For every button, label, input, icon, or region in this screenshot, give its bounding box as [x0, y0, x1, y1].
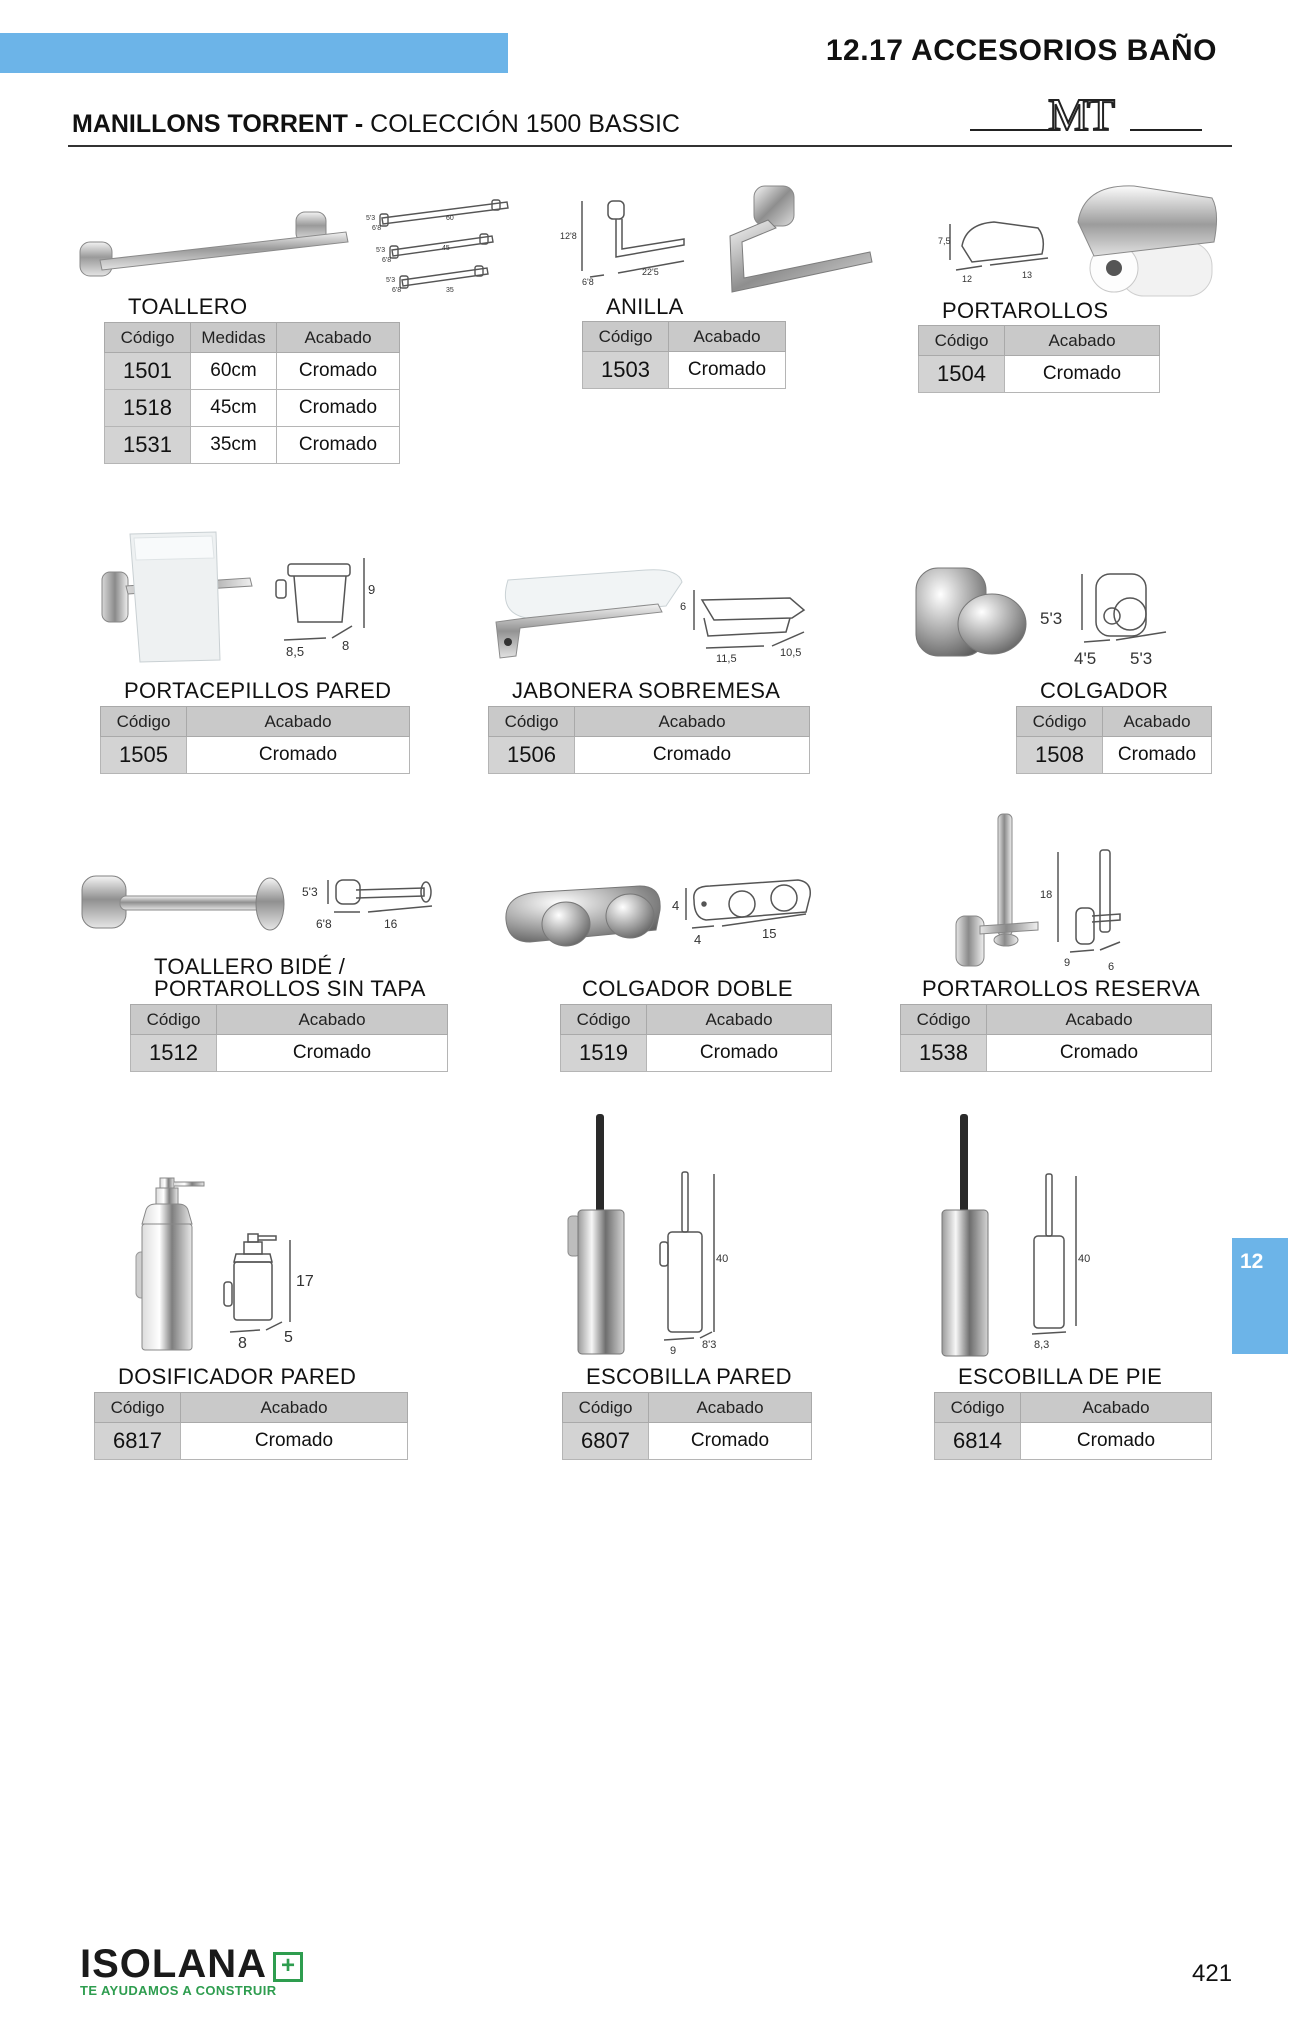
table-header: Acabado: [647, 1005, 832, 1035]
table-header: Acabado: [187, 707, 410, 737]
product-name: PORTACEPILLOS PARED: [124, 678, 392, 703]
table-row: [1017, 737, 1212, 774]
dim-label: 7,5: [938, 236, 951, 246]
product-finish: Cromado: [217, 1035, 448, 1072]
dim-label: 5'3: [366, 215, 376, 222]
table-row: [901, 1035, 1212, 1072]
table-header: Acabado: [987, 1005, 1212, 1035]
colgador-dimension-drawing: [1040, 568, 1170, 668]
table-row: [101, 737, 410, 774]
product-code: 1519: [561, 1035, 647, 1072]
product-finish: Cromado: [987, 1035, 1212, 1072]
dim-label: 8: [238, 1335, 247, 1352]
dim-label: 6'8: [582, 277, 594, 287]
colgador-doble-dimension-drawing: [666, 874, 816, 954]
product-name: PORTAROLLOS RESERVA: [922, 976, 1200, 1001]
dim-label: 40: [1078, 1253, 1091, 1265]
table-header: Acabado: [1103, 707, 1212, 737]
dim-label: 5'3: [376, 247, 386, 254]
dim-label: 8,3: [1034, 1339, 1050, 1351]
table-header: Acabado: [669, 322, 786, 352]
portacepillos-dimension-drawing: [272, 554, 382, 662]
chapter-tab[interactable]: [1232, 1238, 1288, 1354]
product-finish: Cromado: [575, 737, 810, 774]
anilla-photo: [716, 180, 876, 310]
dosificador-photo: [132, 1174, 212, 1354]
dim-label: 9: [368, 582, 376, 597]
product-finish: Cromado: [277, 427, 400, 464]
product-finish: Cromado: [1021, 1423, 1212, 1460]
dim-label: 8: [342, 638, 350, 653]
product-name: ESCOBILLA PARED: [586, 1364, 792, 1389]
product-finish: Cromado: [277, 353, 400, 390]
table-row: [131, 1035, 448, 1072]
dim-label: 6'8: [316, 917, 332, 931]
dosificador-dimension-drawing: [220, 1230, 320, 1350]
dim-label: 17: [296, 1273, 314, 1290]
dim-label: 6'8: [392, 287, 402, 294]
portarollos-reserva-dimension-drawing: [1036, 846, 1136, 974]
dim-label: 4'5: [1074, 649, 1097, 668]
table-header: Acabado: [575, 707, 810, 737]
dim-label: 60: [446, 215, 454, 222]
dim-label: 5: [284, 1329, 293, 1346]
table-row: [919, 356, 1160, 393]
portarollos-dimension-drawing: [938, 210, 1058, 288]
product-code: 6817: [95, 1423, 181, 1460]
product-name: COLGADOR DOBLE: [582, 976, 793, 1001]
logo-wordmark: ISOLANA: [80, 1942, 267, 1986]
table-row: [583, 352, 786, 389]
table-row: [563, 1423, 812, 1460]
portarollos-reserva-photo: [952, 810, 1044, 970]
product-name: PORTAROLLOS: [942, 298, 1109, 323]
product-table: [100, 706, 410, 774]
product-table: [934, 1392, 1212, 1460]
product-table: [104, 322, 400, 464]
top-accent-band: [0, 33, 508, 73]
table-header: Medidas: [191, 323, 277, 353]
mt-logo: [970, 90, 1210, 134]
anilla-dimension-drawing: [560, 195, 690, 285]
header-divider: [68, 145, 1232, 147]
table-header: Acabado: [277, 323, 400, 353]
dim-label: 5'3: [386, 277, 396, 284]
portarollos-photo: [1074, 182, 1222, 302]
product-finish: Cromado: [669, 352, 786, 389]
dim-label: 4: [672, 898, 680, 913]
product-finish: Cromado: [277, 390, 400, 427]
table-header: Acabado: [181, 1393, 408, 1423]
product-code: 1501: [105, 353, 191, 390]
product-finish: Cromado: [1103, 737, 1212, 774]
product-size: 45cm: [191, 390, 277, 427]
dim-label: 6: [680, 601, 687, 613]
table-header: Código: [95, 1393, 181, 1423]
product-name: ANILLA: [606, 294, 684, 319]
dim-label: 10,5: [780, 647, 802, 659]
product-code: 1531: [105, 427, 191, 464]
product-table: [488, 706, 810, 774]
dim-label: 22'5: [642, 267, 659, 277]
dim-label: 6: [1108, 961, 1115, 973]
product-table: [94, 1392, 408, 1460]
toallero-dimension-drawing: [362, 198, 512, 298]
product-name: ESCOBILLA DE PIE: [958, 1364, 1163, 1389]
table-header: Código: [489, 707, 575, 737]
product-finish: Cromado: [647, 1035, 832, 1072]
dim-label: 16: [384, 917, 398, 931]
table-header: Código: [901, 1005, 987, 1035]
isolana-logo: [80, 1942, 303, 1998]
product-code: 1538: [901, 1035, 987, 1072]
product-name-line1: TOALLERO BIDÉ /: [154, 954, 346, 979]
product-table: [130, 1004, 448, 1072]
chapter-tab-label: 12: [1240, 1250, 1264, 1273]
table-row: [105, 427, 400, 464]
dim-label: 6'8: [372, 225, 382, 232]
product-table: [582, 321, 786, 389]
product-name-line2: PORTAROLLOS SIN TAPA: [154, 976, 426, 1001]
dim-label: 35: [446, 287, 454, 294]
product-code: 6814: [935, 1423, 1021, 1460]
table-row: [105, 353, 400, 390]
dim-label: 8,5: [286, 644, 305, 659]
product-finish: Cromado: [1005, 356, 1160, 393]
section-title: 12.17 ACCESORIOS BAÑO: [825, 34, 1217, 67]
collection-name: COLECCIÓN 1500 BASSIC: [370, 110, 680, 138]
table-row: [935, 1423, 1212, 1460]
product-code: 1506: [489, 737, 575, 774]
page-number: 421: [1192, 1960, 1233, 1987]
table-header: Código: [563, 1393, 649, 1423]
escobilla-de-pie-photo: [936, 1110, 996, 1360]
dim-label: 5'3: [1130, 649, 1153, 668]
dim-label: 12'8: [560, 231, 577, 241]
product-name: TOALLERO: [128, 294, 248, 319]
table-header: Código: [101, 707, 187, 737]
product-table: [900, 1004, 1212, 1072]
jabonera-photo: [486, 562, 686, 662]
collection-heading: [72, 110, 680, 139]
product-size: 60cm: [191, 353, 277, 390]
table-header: Código: [583, 322, 669, 352]
table-header: Código: [561, 1005, 647, 1035]
product-code: 1504: [919, 356, 1005, 393]
dim-label: 11,5: [716, 653, 737, 665]
product-code: 6807: [563, 1423, 649, 1460]
table-header: Acabado: [1005, 326, 1160, 356]
dim-label: 12: [962, 274, 973, 284]
table-header: Código: [1017, 707, 1103, 737]
dim-label: 45: [442, 245, 450, 252]
table-row: [489, 737, 810, 774]
dim-label: 15: [762, 926, 777, 941]
product-code: 1503: [583, 352, 669, 389]
dim-label: 13: [1022, 270, 1033, 280]
toallero-bide-photo: [80, 868, 290, 938]
table-header: Código: [935, 1393, 1021, 1423]
product-name: COLGADOR: [1040, 678, 1169, 703]
dim-label: 18: [1040, 889, 1053, 901]
dim-label: 8'3: [702, 1339, 717, 1351]
toallero-photo: [76, 208, 351, 288]
product-finish: Cromado: [181, 1423, 408, 1460]
product-finish: Cromado: [649, 1423, 812, 1460]
product-name: DOSIFICADOR PARED: [118, 1364, 357, 1389]
product-code: 1505: [101, 737, 187, 774]
product-size: 35cm: [191, 427, 277, 464]
product-finish: Cromado: [187, 737, 410, 774]
logo-tagline: TE AYUDAMOS A CONSTRUIR: [80, 1983, 277, 1998]
dim-label: 9: [1064, 957, 1071, 969]
table-header: Código: [131, 1005, 217, 1035]
brand-name: MANILLONS TORRENT -: [72, 110, 364, 138]
jabonera-dimension-drawing: [680, 586, 810, 666]
escobilla-pared-dimension-drawing: [650, 1168, 740, 1358]
toallero-bide-dimension-drawing: [300, 876, 440, 936]
table-header: Código: [105, 323, 191, 353]
portacepillos-photo: [100, 528, 260, 668]
dim-label: 9: [670, 1345, 677, 1357]
dim-label: 5'3: [1040, 609, 1063, 628]
dim-label: 4: [694, 932, 702, 947]
table-row: [95, 1423, 408, 1460]
dim-label: 40: [716, 1253, 729, 1265]
colgador-photo: [912, 564, 1030, 664]
escobilla-pared-photo: [566, 1110, 636, 1360]
product-code: 1512: [131, 1035, 217, 1072]
product-code: 1518: [105, 390, 191, 427]
table-row: [105, 390, 400, 427]
dim-label: 5'3: [302, 885, 318, 899]
table-header: Acabado: [217, 1005, 448, 1035]
dim-label: 6'8: [382, 257, 392, 264]
product-table: [562, 1392, 812, 1460]
table-header: Acabado: [1021, 1393, 1212, 1423]
logo-plus-icon: +: [273, 1952, 303, 1982]
table-row: [561, 1035, 832, 1072]
table-header: Acabado: [649, 1393, 812, 1423]
product-table: [1016, 706, 1212, 774]
product-name: JABONERA SOBREMESA: [512, 678, 781, 703]
escobilla-de-pie-dimension-drawing: [1022, 1170, 1102, 1350]
product-table: [560, 1004, 832, 1072]
product-table: [918, 325, 1160, 393]
product-code: 1508: [1017, 737, 1103, 774]
table-header: Código: [919, 326, 1005, 356]
mt-logo-text: MT: [1048, 90, 1113, 134]
colgador-doble-photo: [500, 880, 664, 960]
